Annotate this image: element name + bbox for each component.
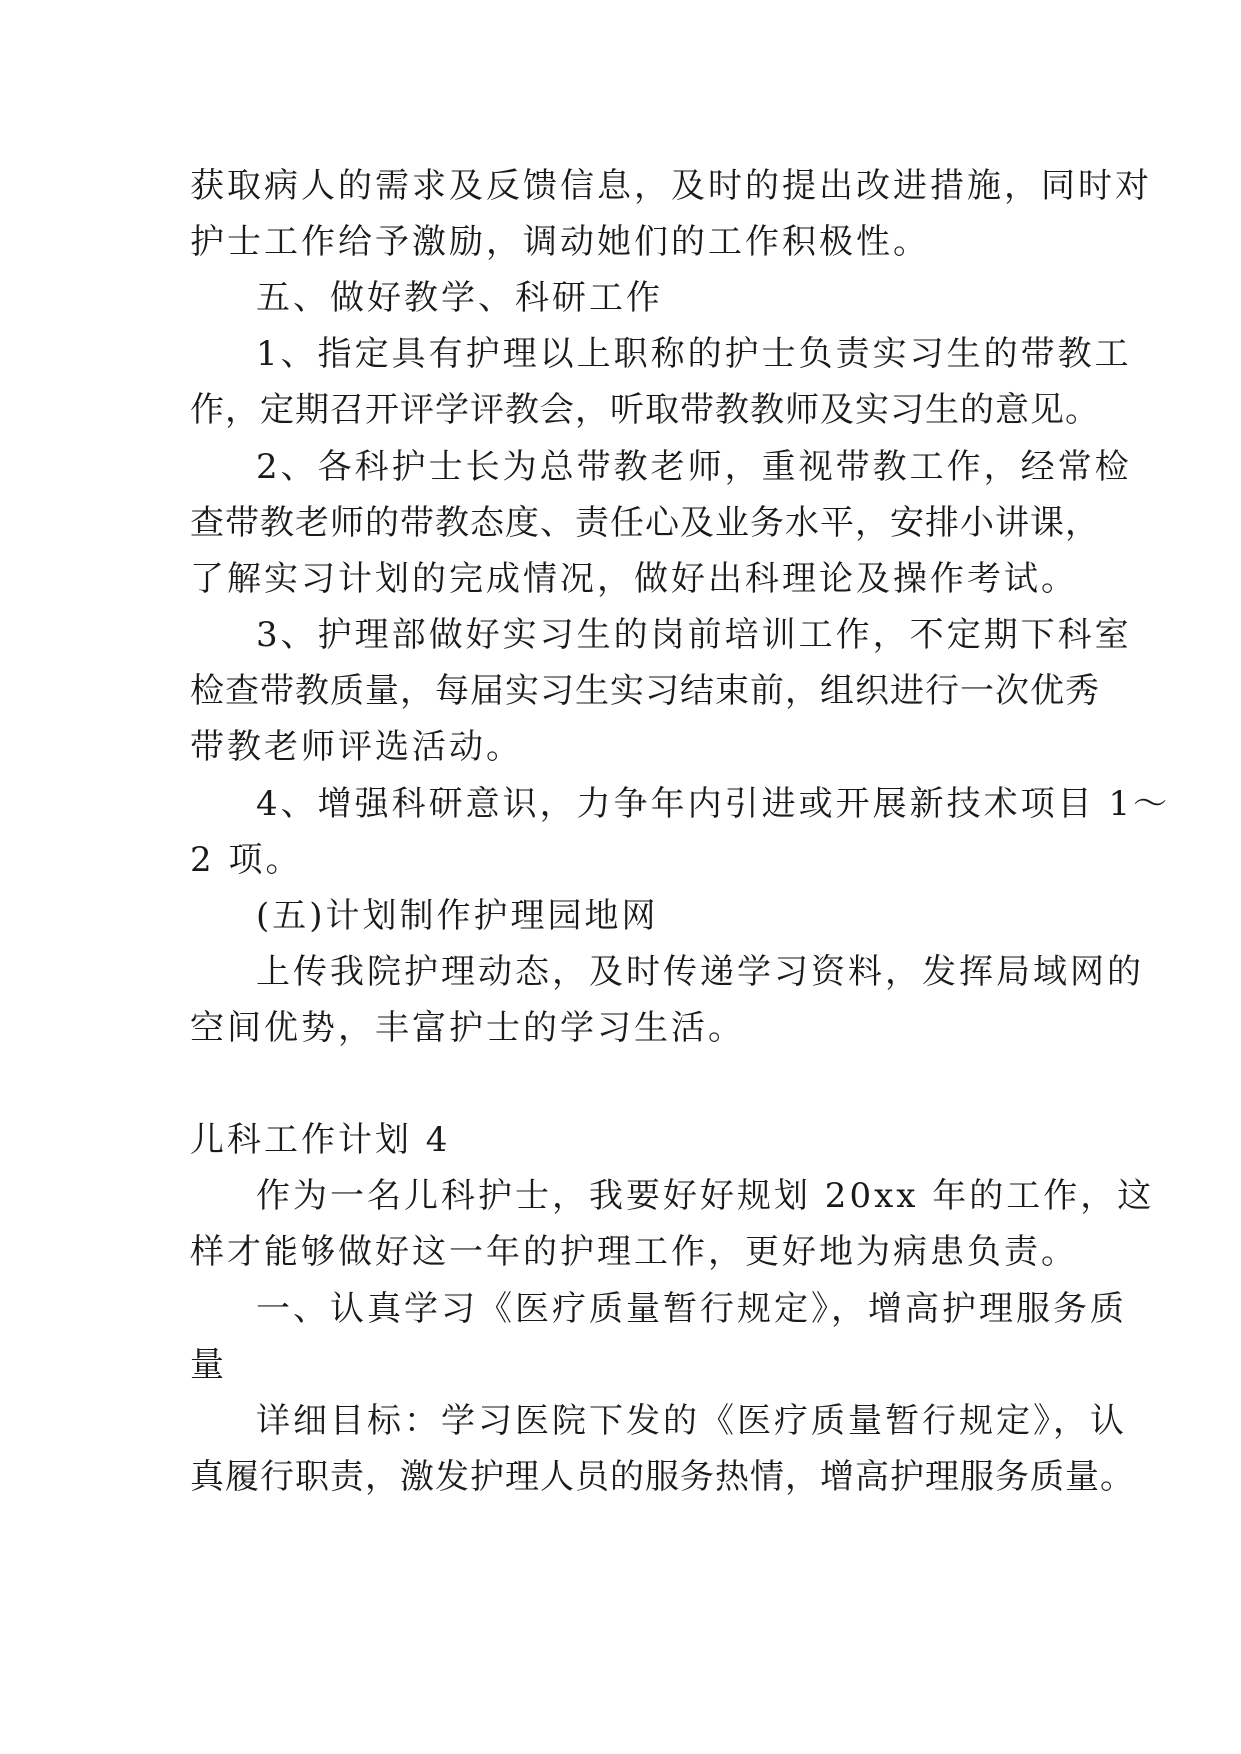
body-line: 2 项。 [190,840,303,880]
body-line: 护士工作给予激励，调动她们的工作积极性。 [190,222,930,262]
body-line: 查带教老师的带教态度、责任心及业务水平，安排小讲课， [190,503,1100,543]
body-line: 真履行职责，激发护理人员的服务热情，增高护理服务质量。 [190,1457,1135,1497]
body-line: 2、各科护士长为总带教老师，重视带教工作，经常检 [256,447,1132,487]
body-line: 作，定期召开评学评教会，听取带教教师及实习生的意见。 [190,390,1100,430]
section-heading: 量 [190,1345,227,1385]
body-line: 带教老师评选活动。 [190,727,523,767]
body-line: 3、护理部做好实习生的岗前培训工作，不定期下科室 [256,615,1132,655]
body-line: 检查带教质量，每届实习生实习结束前，组织进行一次优秀 [190,671,1100,711]
section-heading: 五、做好教学、科研工作 [256,278,663,318]
body-line: 4、增强科研意识，力争年内引进或开展新技术项目 1～ [256,784,1171,824]
body-line: 获取病人的需求及反馈信息，及时的提出改进措施，同时对 [190,166,1152,206]
body-line: 上传我院护理动态，及时传递学习资料，发挥局域网的 [256,952,1144,992]
body-line: 样才能够做好这一年的护理工作，更好地为病患负责。 [190,1232,1078,1272]
body-line: 空间优势，丰富护士的学习生活。 [190,1008,745,1048]
body-line: 详细目标：学习医院下发的《医疗质量暂行规定》，认 [256,1401,1127,1441]
section-heading: (五)计划制作护理园地网 [256,896,659,936]
body-line: 作为一名儿科护士，我要好好规划 20xx 年的工作，这 [256,1176,1155,1216]
document-title: 儿科工作计划 4 [190,1120,451,1160]
body-line: 了解实习计划的完成情况，做好出科理论及操作考试。 [190,559,1078,599]
body-line: 1、指定具有护理以上职称的护士负责实习生的带教工 [256,334,1132,374]
section-heading: 一、认真学习《医疗质量暂行规定》，增高护理服务质 [256,1289,1127,1329]
